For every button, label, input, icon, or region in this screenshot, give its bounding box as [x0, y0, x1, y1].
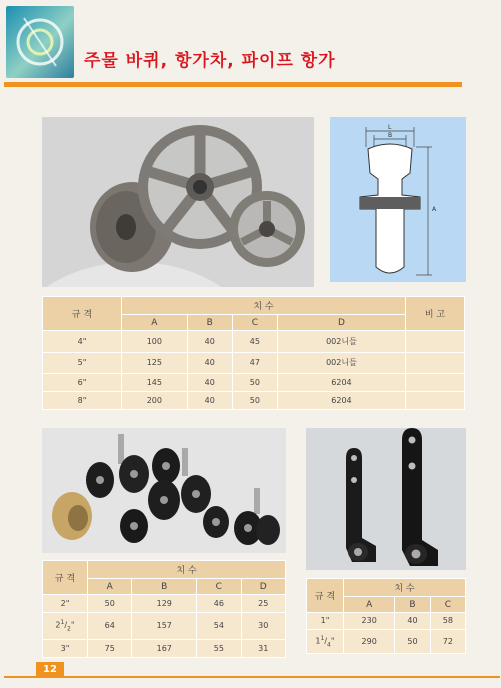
spec-cell: 4"	[43, 331, 122, 353]
table1-sub-d: D	[277, 315, 405, 331]
spec-denominator: 2	[67, 625, 71, 633]
spec-whole: 1	[315, 636, 321, 646]
value-cell: 129	[132, 595, 197, 613]
value-cell: 125	[122, 352, 188, 374]
pipe-hanger-spec-table	[306, 578, 466, 654]
value-cell: 58	[430, 613, 465, 630]
spec-cell: $1^1/_4$"	[307, 629, 344, 653]
value-cell: 31	[241, 639, 285, 657]
table2-sub-c: C	[197, 579, 241, 595]
table1-header-note: 비 고	[406, 297, 465, 331]
table2-header-spec: 규 격	[43, 561, 88, 595]
table-row	[43, 613, 286, 639]
value-cell: 72	[430, 629, 465, 653]
value-cell: 167	[132, 639, 197, 657]
value-cell: 64	[88, 613, 132, 639]
table2-sub-d: D	[241, 579, 285, 595]
page-number: 12	[36, 662, 64, 677]
diagram-label-b: B	[388, 132, 393, 139]
spec-cell: 1"	[307, 613, 344, 630]
value-cell: 290	[344, 629, 395, 653]
table3-sub-b: B	[395, 597, 430, 613]
value-cell: 40	[187, 392, 232, 410]
value-cell: 40	[187, 374, 232, 392]
value-cell: 100	[122, 331, 188, 353]
spec-unit: "	[330, 636, 335, 646]
note-cell	[406, 374, 465, 392]
table-row	[43, 352, 465, 374]
value-cell: 47	[232, 352, 277, 374]
value-cell: 157	[132, 613, 197, 639]
value-cell: 55	[197, 639, 241, 657]
value-cell: 6204	[277, 392, 405, 410]
page-title: 주물 바퀴, 항가차, 파이프 항가	[84, 51, 336, 71]
note-cell	[406, 392, 465, 410]
value-cell: 25	[241, 595, 285, 613]
wheel-cross-section-diagram	[330, 117, 466, 282]
value-cell: 54	[197, 613, 241, 639]
hanger-spec-table	[42, 560, 286, 658]
table1-sub-a: A	[122, 315, 188, 331]
value-cell: 230	[344, 613, 395, 630]
brand-logo	[6, 6, 74, 78]
value-cell: 40	[395, 613, 430, 630]
table-row	[307, 629, 466, 653]
table3-header-spec: 규 격	[307, 579, 344, 613]
table3-sub-c: C	[430, 597, 465, 613]
spec-cell: 2"	[43, 595, 88, 613]
spec-cell: 3"	[43, 639, 88, 657]
note-cell	[406, 352, 465, 374]
cast-wheels-photo	[42, 117, 314, 287]
table-row	[43, 331, 465, 353]
table3-sub-a: A	[344, 597, 395, 613]
wheel-spec-table	[42, 296, 465, 410]
value-cell: 40	[187, 331, 232, 353]
table1-sub-c: C	[232, 315, 277, 331]
spec-numerator: 1	[320, 634, 325, 642]
spec-numerator: 1	[60, 619, 65, 627]
diagram-label-l: L	[388, 124, 392, 131]
table-row	[43, 639, 286, 657]
table3-header-dim: 치 수	[344, 579, 466, 597]
pipe-hanger-photo	[306, 428, 466, 570]
value-cell: 200	[122, 392, 188, 410]
spec-cell: 6"	[43, 374, 122, 392]
value-cell: 30	[241, 613, 285, 639]
value-cell: 50	[232, 392, 277, 410]
table-row	[43, 374, 465, 392]
table2-sub-b: B	[132, 579, 197, 595]
hanger-wheels-photo	[42, 428, 286, 553]
table2-header-dim: 치 수	[88, 561, 286, 579]
spec-unit: "	[70, 621, 75, 631]
spec-cell: 8"	[43, 392, 122, 410]
table1-sub-b: B	[187, 315, 232, 331]
table1-header-spec: 규 격	[43, 297, 122, 331]
value-cell: 002니들	[277, 331, 405, 353]
value-cell: 50	[88, 595, 132, 613]
spec-denominator: 4	[327, 641, 331, 649]
footer-rule	[4, 676, 500, 678]
value-cell: 50	[395, 629, 430, 653]
value-cell: 145	[122, 374, 188, 392]
table-row	[43, 392, 465, 410]
spec-whole: 2	[55, 621, 61, 631]
value-cell: 45	[232, 331, 277, 353]
spec-cell: $2^1/_2$"	[43, 613, 88, 639]
diagram-label-a: A	[432, 206, 437, 213]
title-underline	[4, 82, 462, 87]
spec-cell: 5"	[43, 352, 122, 374]
note-cell	[406, 331, 465, 353]
value-cell: 6204	[277, 374, 405, 392]
table-row	[307, 613, 466, 630]
table1-header-dim: 치 수	[122, 297, 406, 315]
value-cell: 40	[187, 352, 232, 374]
value-cell: 46	[197, 595, 241, 613]
value-cell: 002니들	[277, 352, 405, 374]
table-row	[43, 595, 286, 613]
value-cell: 50	[232, 374, 277, 392]
table2-sub-a: A	[88, 579, 132, 595]
value-cell: 75	[88, 639, 132, 657]
